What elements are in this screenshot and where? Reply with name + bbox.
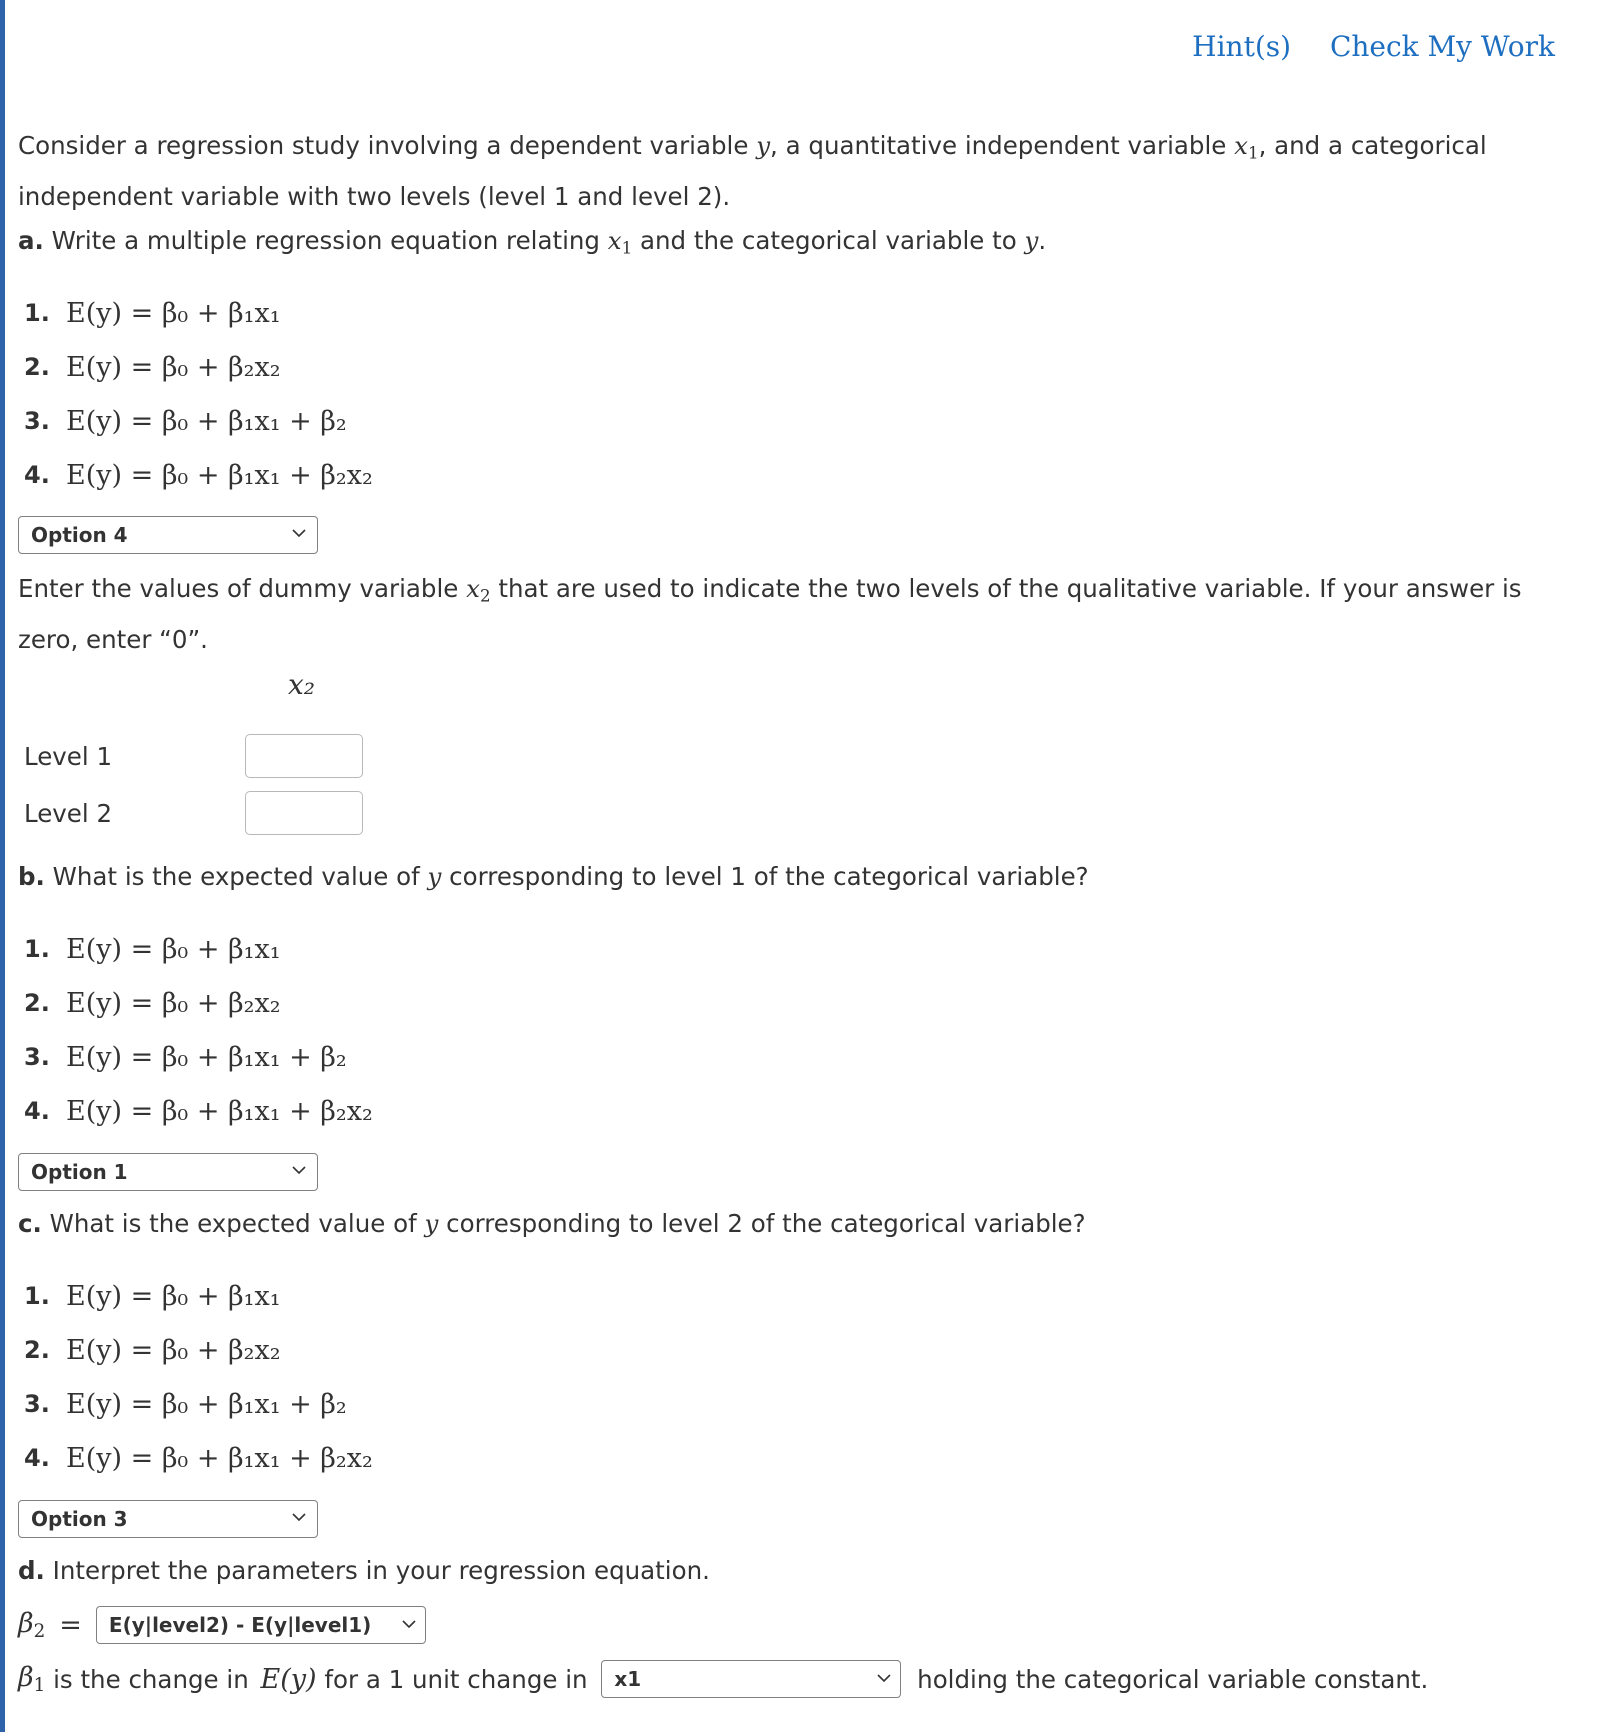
x2-column-header: x₂ <box>288 668 316 701</box>
page-left-border <box>0 0 5 1732</box>
top-links <box>1162 30 1555 63</box>
var-x1: $x_1$ <box>607 226 633 258</box>
option-row: 4. E(y) = β₀ + β₁x₁ + β₂x₂ <box>24 1442 373 1474</box>
option-row: 2. E(y) = β₀ + β₂x₂ <box>24 987 281 1019</box>
part-b-question: b. What is the expected value of y corresponding to level 1 of the categorical variable? <box>18 862 1089 891</box>
beta2-row: $\beta_2$ = E(y|level2) - E(y|level1) <box>18 1606 426 1644</box>
part-d-question: d. Interpret the parameters in your regression equation. <box>18 1556 710 1585</box>
level1-input[interactable] <box>245 734 363 778</box>
dummy-instructions: Enter the values of dummy variable $x_2$ that are used to indicate the two levels of the qualitative variable. If your answer is zero, enter “0”. <box>18 574 1522 654</box>
intro-paragraph: Consider a regression study involving a dependent variable y, a quantitative independent variable $x_1$, and a categorical independent variable with two levels (level 1 and level 2). <box>18 131 1487 211</box>
chevron-down-icon <box>291 1509 307 1525</box>
level2-input[interactable] <box>245 791 363 835</box>
part-a-question: a. Write a multiple regression equation relating $x_1$ and the categorical variable to y. <box>18 226 1047 258</box>
part-c-options <box>24 1269 373 1485</box>
level2-label: Level 2 <box>24 799 113 828</box>
option-row: 2. E(y) = β₀ + β₂x₂ <box>24 351 281 383</box>
option-row: 3. E(y) = β₀ + β₁x₁ + β₂ <box>24 405 347 437</box>
option-row: 3. E(y) = β₀ + β₁x₁ + β₂ <box>24 1041 347 1073</box>
expected-y-symbol: E(y) <box>260 1663 317 1695</box>
beta1-select[interactable]: x1 <box>601 1660 901 1698</box>
part-c-question: c. What is the expected value of y corresponding to level 2 of the categorical variable? <box>18 1209 1086 1238</box>
var-x1: $x_1$ <box>1234 131 1259 163</box>
option-row: 1. E(y) = β₀ + β₁x₁ <box>24 1280 281 1312</box>
option-row: 4. E(y) = β₀ + β₁x₁ + β₂x₂ <box>24 459 373 491</box>
option-row: 4. E(y) = β₀ + β₁x₁ + β₂x₂ <box>24 1095 373 1127</box>
part-b-options <box>24 922 373 1138</box>
var-x2: $x_2$ <box>466 574 491 606</box>
option-row: 1. E(y) = β₀ + β₁x₁ <box>24 933 281 965</box>
check-my-work-link[interactable]: Check My Work <box>1329 30 1555 63</box>
chevron-down-icon <box>876 1670 892 1686</box>
option-row: 3. E(y) = β₀ + β₁x₁ + β₂ <box>24 1388 347 1420</box>
beta1-symbol: $\beta_1$ <box>18 1661 46 1697</box>
beta2-symbol: $\beta_2$ <box>18 1607 46 1643</box>
var-y: y <box>756 131 771 160</box>
beta1-row: $\beta_1$ is the change in E(y) for a 1 unit change in x1 holding the categorical variable constant. <box>18 1661 1429 1697</box>
hints-link[interactable]: Hint(s) <box>1192 30 1292 63</box>
part-a-options <box>24 286 373 502</box>
part-b-select[interactable]: Option 1 <box>18 1153 318 1191</box>
part-c-select[interactable]: Option 3 <box>18 1500 318 1538</box>
beta2-select[interactable]: E(y|level2) - E(y|level1) <box>96 1606 426 1644</box>
chevron-down-icon <box>291 525 307 541</box>
chevron-down-icon <box>291 1162 307 1178</box>
option-row: 1. E(y) = β₀ + β₁x₁ <box>24 297 281 329</box>
part-a-select[interactable]: Option 4 <box>18 516 318 554</box>
option-row: 2. E(y) = β₀ + β₂x₂ <box>24 1334 281 1366</box>
level1-label: Level 1 <box>24 742 113 771</box>
chevron-down-icon <box>401 1616 417 1632</box>
